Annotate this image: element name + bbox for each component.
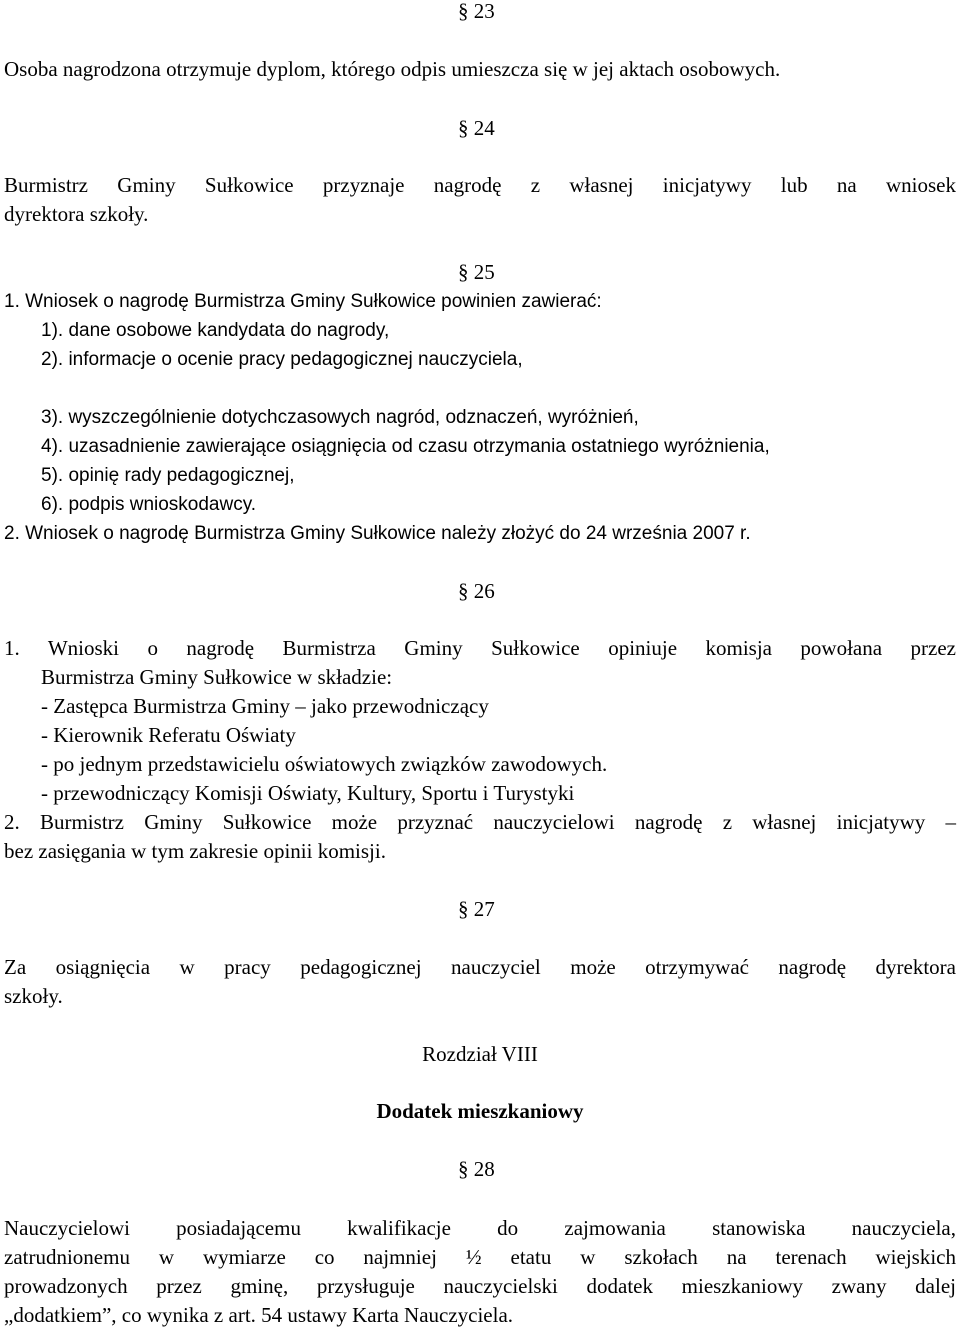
committee-member-4: - przewodniczący Komisji Oświaty, Kultury, Sportu i Turystyki: [41, 781, 575, 805]
section-25-item-4: 4). uzasadnienie zawierające osiągnięcia od czasu otrzymania ostatniego wyróżnienia,: [41, 436, 770, 457]
section-24-line-2: dyrektora szkoły.: [4, 202, 149, 226]
section-25-item-1: 1). dane osobowe kandydata do nagrody,: [41, 320, 390, 341]
section-28-heading: § 28: [458, 1157, 495, 1181]
section-25-heading: § 25: [458, 260, 495, 284]
section-27-heading: § 27: [458, 897, 495, 921]
section-28-line-3: prowadzonych przez gminę, przysługuje nauczycielski dodatek mieszkaniowy zwany dalej: [4, 1274, 956, 1298]
committee-member-2: - Kierownik Referatu Oświaty: [41, 723, 296, 747]
section-25-intro: 1. Wniosek o nagrodę Burmistrza Gminy Sułkowice powinien zawierać:: [4, 291, 602, 312]
section-25-item-3: 3). wyszczególnienie dotychczasowych nagród, odznaczeń, wyróżnień,: [41, 407, 639, 428]
section-25-item-6: 6). podpis wnioskodawcy.: [41, 494, 257, 515]
section-27-line-1: Za osiągnięcia w pracy pedagogicznej nauczyciel może otrzymywać nagrodę dyrektora: [4, 955, 956, 979]
section-23-text: Osoba nagrodzona otrzymuje dyplom, którego odpis umieszcza się w jej aktach osobowych.: [4, 57, 781, 81]
committee-member-3: - po jednym przedstawicielu oświatowych związków zawodowych.: [41, 752, 608, 776]
section-23-heading: § 23: [458, 0, 495, 23]
section-26-p2-line-1: 2. Burmistrz Gminy Sułkowice może przyznać nauczycielowi nagrodę z własnej inicjatywy –: [4, 810, 956, 834]
section-26-p2-line-2: bez zasięgania w tym zakresie opinii komisji.: [4, 839, 386, 863]
section-25-point-2: 2. Wniosek o nagrodę Burmistrza Gminy Sułkowice należy złożyć do 24 września 2007 r.: [4, 523, 751, 544]
committee-member-1: - Zastępca Burmistrza Gminy – jako przewodniczący: [41, 694, 489, 718]
section-26-p1-line-2: Burmistrza Gminy Sułkowice w składzie:: [41, 665, 393, 689]
section-28-line-1: Nauczycielowi posiadającemu kwalifikacje do zajmowania stanowiska nauczyciela,: [4, 1216, 956, 1240]
section-27-line-2: szkoły.: [4, 984, 63, 1008]
section-25-item-5: 5). opinię rady pedagogicznej,: [41, 465, 295, 486]
chapter-number: Rozdział VIII: [422, 1042, 538, 1066]
section-26-heading: § 26: [458, 579, 495, 603]
section-26-p1-line-1: 1. Wnioski o nagrodę Burmistrza Gminy Sułkowice opiniuje komisja powołana przez: [4, 636, 956, 660]
section-24-heading: § 24: [458, 116, 495, 140]
section-25-item-2: 2). informacje o ocenie pracy pedagogicznej nauczyciela,: [41, 349, 523, 370]
section-24-line-1: Burmistrz Gminy Sułkowice przyznaje nagrodę z własnej inicjatywy lub na wniosek: [4, 173, 956, 197]
section-28-line-2: zatrudnionemu w wymiarze co najmniej ½ etatu w szkołach na terenach wiejskich: [4, 1245, 956, 1269]
chapter-title: Dodatek mieszkaniowy: [376, 1099, 584, 1123]
section-28-line-4: „dodatkiem”, co wynika z art. 54 ustawy Karta Nauczyciela.: [4, 1303, 514, 1327]
